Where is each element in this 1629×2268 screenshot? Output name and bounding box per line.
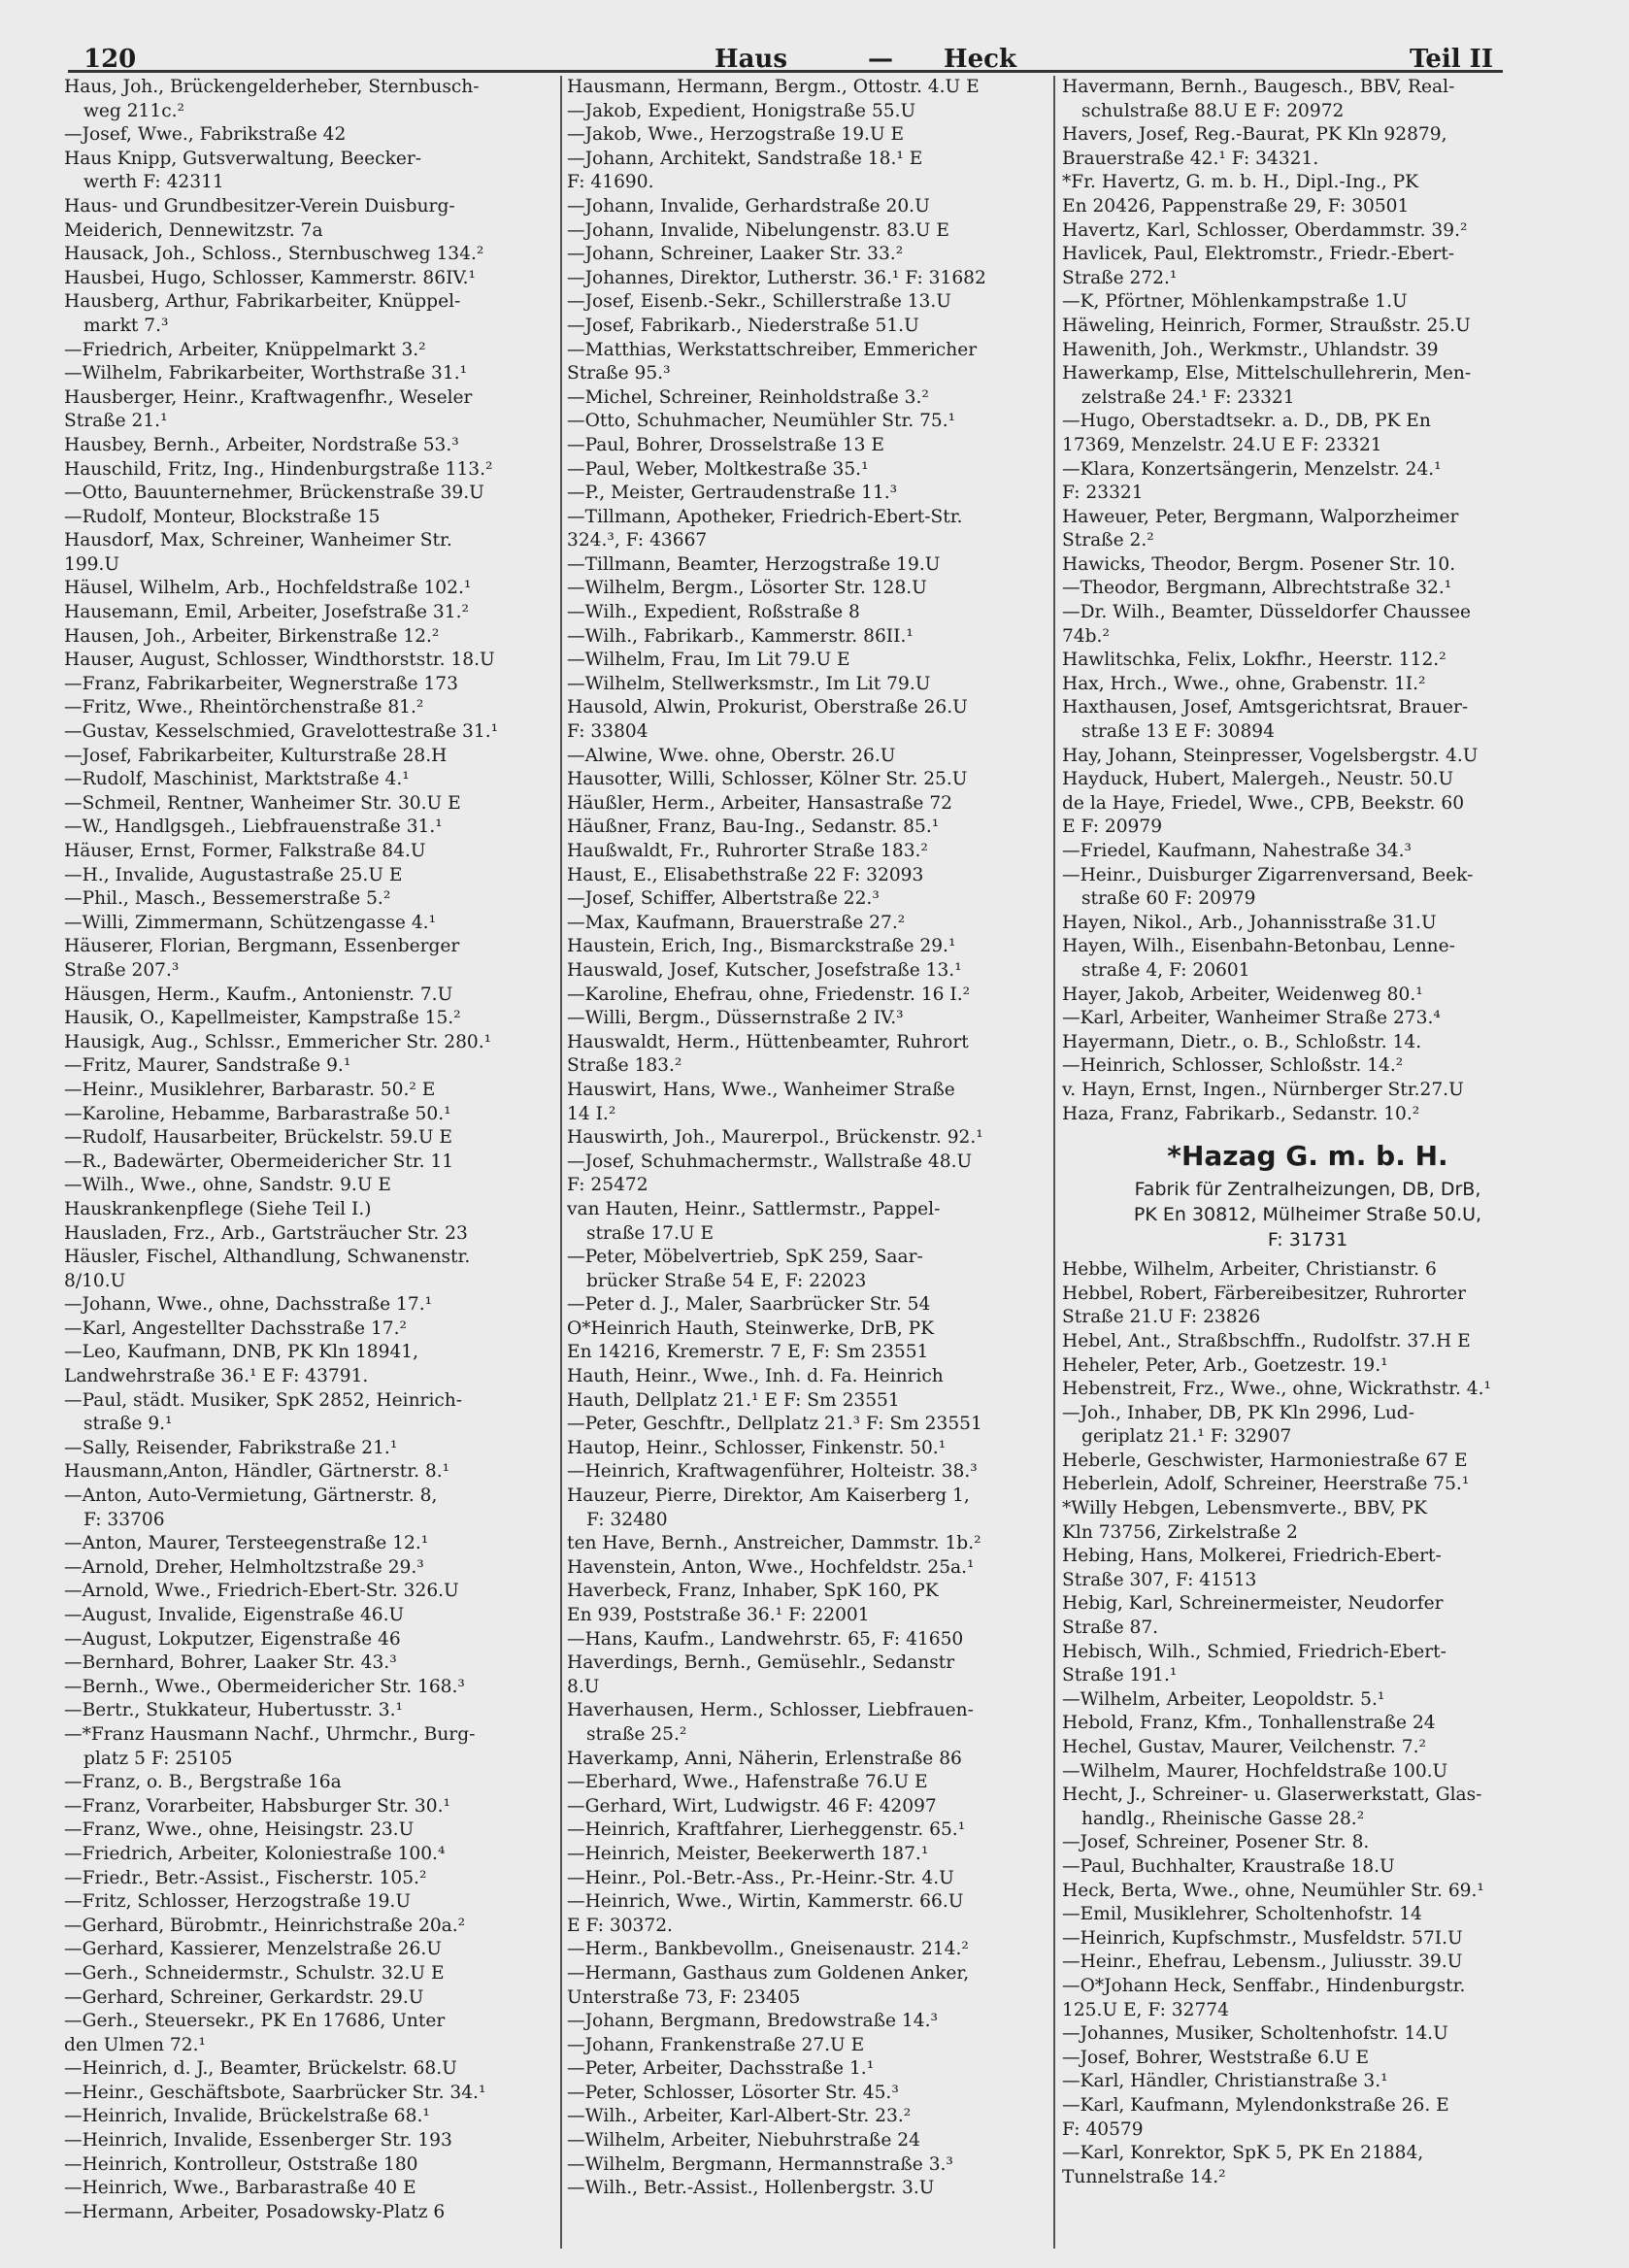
directory-entry-line: Hausik, O., Kapellmeister, Kampstraße 15.² (64, 1008, 461, 1029)
directory-entry-line: —Wilh., Arbeiter, Karl-Albert-Str. 23.² (567, 2106, 912, 2127)
directory-entry-line: E F: 30372. (567, 1915, 673, 1936)
directory-entry-line: —Rudolf, Maschinist, Marktstraße 4.¹ (64, 769, 410, 790)
directory-entry-line: —August, Lokputzer, Eigenstraße 46 (64, 1628, 401, 1650)
directory-entry-line: Havenstein, Anton, Wwe., Hochfeldstr. 25a.¹ (567, 1556, 975, 1578)
directory-entry-line: Hayduck, Hubert, Malergeh., Neustr. 50.U (1062, 769, 1454, 790)
directory-entry-line: —Johann, Architekt, Sandstraße 18.¹ E (567, 148, 923, 169)
directory-entry-line: —August, Invalide, Eigenstraße 46.U (64, 1605, 405, 1625)
directory-entry-line: Landwehrstraße 36.¹ E F: 43791. (64, 1366, 369, 1387)
directory-entry-line: Hauth, Heinr., Wwe., Inh. d. Fa. Heinrich (567, 1366, 944, 1387)
directory-entry-line: —Klara, Konzertsängerin, Menzelstr. 24.¹ (1062, 458, 1442, 480)
directory-entry-line: Häusler, Fischel, Althandlung, Schwanenstr. (64, 1247, 471, 1268)
directory-entry-line: 324.³, F: 43667 (567, 530, 708, 551)
directory-entry-line: Hebbe, Wilhelm, Arbeiter, Christianstr. 6 (1062, 1259, 1437, 1281)
directory-entry-line: Hebbel, Robert, Färbereibesitzer, Ruhrorter (1062, 1283, 1467, 1304)
directory-entry-line: —Theodor, Bergmann, Albrechtstraße 32.¹ (1062, 578, 1452, 599)
directory-entry-line: Hawenith, Joh., Werkmstr., Uhlandstr. 39 (1062, 339, 1439, 360)
directory-entry-line: —Wilh., Wwe., ohne, Sandstr. 9.U E (64, 1175, 391, 1196)
directory-entry-line: —Emil, Musiklehrer, Scholtenhofstr. 14 (1062, 1904, 1422, 1925)
ad-line-1: Fabrik für Zentralheizungen, DB, DrB, (1134, 1179, 1481, 1201)
running-head-to: Heck (944, 45, 1016, 74)
directory-entry-line: —Leo, Kaufmann, DNB, PK Kln 18941, (64, 1342, 419, 1363)
directory-entry-line: Straße 21.¹ (64, 411, 168, 432)
directory-entry-line: —Josef, Schreiner, Posener Str. 8. (1062, 1832, 1370, 1853)
directory-entry-line: O*Heinrich Hauth, Steinwerke, DrB, PK (567, 1317, 935, 1339)
directory-entry-line: Hebold, Franz, Kfm., Tonhallenstraße 24 (1062, 1713, 1436, 1734)
directory-entry-line: Häuser, Ernst, Former, Falkstraße 84.U (64, 841, 426, 861)
directory-entry-line: —Josef, Wwe., Fabrikstraße 42 (64, 124, 347, 146)
directory-entry-line: Haußwaldt, Fr., Ruhrorter Straße 183.² (567, 841, 928, 861)
directory-entry-line: —Karl, Kaufmann, Mylendonkstraße 26. E (1062, 2094, 1449, 2116)
directory-entry-line: —Peter d. J., Maler, Saarbrücker Str. 54 (567, 1294, 931, 1316)
directory-entry-line: —Johann, Bergmann, Bredowstraße 14.³ (567, 2011, 938, 2032)
directory-entry-line: —Tillmann, Beamter, Herzogstraße 19.U (567, 553, 941, 575)
directory-entry-line: Hawicks, Theodor, Bergm. Posener Str. 10. (1062, 553, 1456, 575)
directory-entry-line: —Johannes, Musiker, Scholtenhofstr. 14.U (1062, 2023, 1448, 2045)
directory-entry-line: straße 4, F: 20601 (1081, 959, 1250, 981)
directory-entry-line: —Willi, Zimmermann, Schützengasse 4.¹ (64, 912, 437, 933)
directory-entry-line: Unterstraße 73, F: 23405 (567, 1986, 801, 2008)
ad-line-3: F: 31731 (1267, 1229, 1348, 1251)
directory-entry-line: E F: 20979 (1062, 817, 1163, 838)
directory-entry-line: Hausbei, Hugo, Schlosser, Kammerstr. 86IV.¹ (64, 267, 476, 288)
directory-entry-line: —Dr. Wilh., Beamter, Düsseldorfer Chaussee (1062, 602, 1472, 623)
directory-entry-line: —Gerhard, Wirt, Ludwigstr. 46 F: 42097 (567, 1795, 937, 1817)
directory-entry-line: —Jakob, Expedient, Honigstraße 55.U (567, 100, 916, 121)
directory-entry-line: 125.U E, F: 32774 (1062, 1999, 1229, 2020)
directory-entry-line: v. Hayn, Ernst, Ingen., Nürnberger Str.27.U (1062, 1079, 1464, 1100)
directory-entry-line: van Hauten, Heinr., Sattlermstr., Pappel- (567, 1198, 941, 1219)
directory-entry-line: —Friedr., Betr.-Assist., Fischerstr. 105.² (64, 1867, 427, 1888)
directory-entry-line: Hay, Johann, Steinpresser, Vogelsbergstr. 4.U (1062, 745, 1479, 766)
directory-entry-line: 74b.² (1062, 625, 1110, 647)
directory-entry-line: F: 23321 (1062, 483, 1144, 504)
directory-entry-line: —Bertr., Stukkateur, Hubertusstr. 3.¹ (64, 1700, 403, 1721)
directory-entry-line: 17369, Menzelstr. 24.U E F: 23321 (1062, 434, 1382, 455)
directory-entry-line: Haverbeck, Franz, Inhaber, SpK 160, PK (567, 1581, 939, 1602)
directory-entry-line: Hayen, Nikol., Arb., Johannisstraße 31.U (1062, 912, 1437, 933)
directory-entry-line: Hauswirt, Hans, Wwe., Wanheimer Straße (567, 1079, 955, 1100)
directory-entry-line: Haxthausen, Josef, Amtsgerichtsrat, Brauer- (1062, 697, 1469, 718)
directory-entry-line: —Sally, Reisender, Fabrikstraße 21.¹ (64, 1437, 398, 1458)
directory-entry-line: —Franz, o. B., Bergstraße 16a (64, 1772, 342, 1793)
directory-entry-line: —Friedrich, Arbeiter, Koloniestraße 100.⁴ (64, 1843, 446, 1864)
directory-entry-line: Hauzeur, Pierre, Direktor, Am Kaiserberg 1, (567, 1485, 970, 1507)
directory-entry-line: —Heinrich, Schlosser, Schloßstr. 14.² (1062, 1055, 1404, 1077)
directory-entry-line: —Josef, Schiffer, Albertstraße 22.³ (567, 888, 880, 910)
directory-entry-line: Haverhausen, Herm., Schlosser, Liebfrauen- (567, 1700, 974, 1721)
directory-entry-line: —Hermann, Arbeiter, Posadowsky-Platz 6 (64, 2201, 446, 2222)
directory-entry-line: —Heinr., Duisburger Zigarrenversand, Beek- (1062, 864, 1474, 885)
directory-entry-line: —Rudolf, Hausarbeiter, Brückelstr. 59.U E (64, 1127, 453, 1149)
directory-entry-line: Häußner, Franz, Bau-Ing., Sedanstr. 85.¹ (567, 817, 940, 838)
directory-entry-line: *Fr. Havertz, G. m. b. H., Dipl.-Ing., PK (1062, 172, 1419, 193)
directory-entry-line: —Peter, Möbelvertrieb, SpK 259, Saar- (567, 1247, 923, 1268)
directory-entry-line: Heberle, Geschwister, Harmoniestraße 67 E (1062, 1450, 1468, 1471)
directory-entry-line: —Wilhelm, Arbeiter, Niebuhrstraße 24 (567, 2130, 920, 2151)
directory-entry-line: —Heinr., Ehefrau, Lebensm., Juliusstr. 39.U (1062, 1951, 1463, 1973)
directory-entry-line: —Josef, Fabrikarb., Niederstraße 51.U (567, 315, 919, 336)
directory-entry-line: —Heinrich, Kupfschmstr., Musfeldstr. 57I.U (1062, 1927, 1463, 1949)
directory-entry-line: Brauerstraße 42.¹ F: 34321. (1062, 148, 1319, 169)
directory-entry-line: handlg., Rheinische Gasse 28.² (1081, 1808, 1365, 1829)
directory-entry-line: straße 25.² (586, 1723, 687, 1745)
directory-entry-line: Straße 95.³ (567, 363, 671, 384)
directory-entry-line: Häusgen, Herm., Kaufm., Antonienstr. 7.U (64, 984, 453, 1005)
directory-entry-line: Haverkamp, Anni, Näherin, Erlenstraße 86 (567, 1748, 962, 1769)
directory-entry-line: straße 9.¹ (83, 1414, 173, 1435)
directory-entry-line: —Josef, Schuhmachermstr., Wallstraße 48.U (567, 1151, 973, 1172)
directory-entry-line: —Josef, Bohrer, Weststraße 6.U E (1062, 2047, 1370, 2068)
directory-entry-line: —Wilhelm, Stellwerksmstr., Im Lit 79.U (567, 673, 931, 694)
directory-entry-line: Straße 307, F: 41513 (1062, 1569, 1257, 1590)
directory-entry-line: —Karl, Arbeiter, Wanheimer Straße 273.⁴ (1062, 1008, 1441, 1029)
directory-entry-line: Haust, E., Elisabethstraße 22 F: 32093 (567, 864, 924, 885)
directory-entry-line: —Josef, Eisenb.-Sekr., Schillerstraße 13.U (567, 291, 951, 313)
directory-entry-line: weg 211c.² (83, 100, 184, 121)
directory-entry-line: Hechel, Gustav, Maurer, Veilchenstr. 7.² (1062, 1737, 1426, 1757)
header-rule (68, 70, 1503, 73)
directory-entry-line: Straße 191.¹ (1062, 1665, 1178, 1686)
directory-entry-line: —Wilh., Expedient, Roßstraße 8 (567, 602, 860, 623)
directory-entry-line: —Wilh., Betr.-Assist., Hollenbergstr. 3.U (567, 2178, 935, 2199)
directory-entry-line: werth F: 42311 (83, 172, 224, 193)
directory-entry-line: Haustein, Erich, Ing., Bismarckstraße 29.¹ (567, 936, 956, 957)
directory-entry-line: —Gerhard, Bürobmtr., Heinrichstraße 20a.² (64, 1915, 466, 1936)
directory-entry-line: —Schmeil, Rentner, Wanheimer Str. 30.U E (64, 792, 461, 814)
directory-entry-line: Hauskrankenpflege (Siehe Teil I.) (64, 1198, 372, 1219)
directory-entry-line: 8.U (567, 1676, 600, 1697)
directory-entry-line: —Tillmann, Apotheker, Friedrich-Ebert-Str. (567, 506, 963, 527)
directory-entry-line: Hauser, August, Schlosser, Windthorststr. 18.U (64, 650, 495, 671)
directory-entry-line: Häweling, Heinrich, Former, Straußstr. 25.U (1062, 315, 1471, 336)
directory-entry-line: 199.U (64, 553, 120, 575)
directory-entry-line: Hauswald, Josef, Kutscher, Josefstraße 13.¹ (567, 959, 962, 981)
directory-entry-line: —Gerh., Schneidermstr., Schulstr. 32.U E (64, 1962, 445, 1984)
directory-entry-line: straße 60 F: 20979 (1081, 888, 1256, 910)
directory-entry-line: —Heinrich, Invalide, Essenberger Str. 193 (64, 2130, 452, 2151)
directory-entry-line: —Heinrich, Invalide, Brückelstraße 68.¹ (64, 2106, 430, 2127)
directory-entry-line: —O*Johann Heck, Senffabr., Hindenburgstr. (1062, 1975, 1466, 1996)
directory-entry-line: —Hans, Kaufm., Landwehrstr. 65, F: 41650 (567, 1628, 964, 1650)
column-1 (64, 76, 555, 2224)
directory-entry-line: Hayen, Wilh., Eisenbahn-Betonbau, Lenne- (1062, 936, 1455, 957)
directory-entry-line: Hausotter, Willi, Schlosser, Kölner Str. 25.U (567, 769, 968, 790)
directory-entry-line: —Friedel, Kaufmann, Nahestraße 34.³ (1062, 841, 1413, 861)
directory-entry-line: Hausold, Alwin, Prokurist, Oberstraße 26.U (567, 697, 968, 718)
directory-entry-line: Hayer, Jakob, Arbeiter, Weidenweg 80.¹ (1062, 984, 1423, 1005)
directory-entry-line: F: 41690. (567, 172, 654, 193)
directory-entry-line: —Otto, Bauunternehmer, Brückenstraße 39.U (64, 483, 484, 504)
directory-entry-line: Hauswirth, Joh., Maurerpol., Brückenstr. 92.¹ (567, 1127, 983, 1149)
directory-entry-line: En 939, Poststraße 36.¹ F: 22001 (567, 1605, 870, 1625)
directory-entry-line: —Franz, Wwe., ohne, Heisingstr. 23.U (64, 1819, 415, 1841)
directory-entry-line: —Johann, Schreiner, Laaker Str. 33.² (567, 244, 904, 265)
directory-entry-line: Haverdings, Bernh., Gemüsehlr., Sedanstr (567, 1652, 955, 1674)
directory-entry-line: Hauschild, Fritz, Ing., Hindenburgstraße 113.² (64, 458, 493, 480)
directory-entry-line: —Gerhard, Kassierer, Menzelstraße 26.U (64, 1939, 442, 1960)
directory-entry-line: —Fritz, Wwe., Rheintörchenstraße 81.² (64, 697, 424, 718)
ad-line-2: PK En 30812, Mülheimer Straße 50.U, (1133, 1204, 1482, 1226)
directory-entry-line: F: 25472 (567, 1175, 648, 1196)
directory-entry-line: —Heinrich, Kraftwagenführer, Holteistr. 38.³ (567, 1461, 978, 1483)
directory-entry-line: —Paul, Buchhalter, Kraustraße 18.U (1062, 1855, 1395, 1877)
directory-entry-line: —Karoline, Hebamme, Barbarastraße 50.¹ (64, 1103, 451, 1124)
directory-entry-line: —H., Invalide, Augustastraße 25.U E (64, 864, 403, 885)
directory-entry-line: —Wilhelm, Arbeiter, Leopoldstr. 5.¹ (1062, 1688, 1385, 1710)
directory-entry-line: —Johann, Frankenstraße 27.U E (567, 2034, 865, 2055)
directory-entry-line: Havlicek, Paul, Elektromstr., Friedr.-Ebert- (1062, 244, 1455, 265)
directory-entry-line: Havertz, Karl, Schlosser, Oberdammstr. 39.² (1062, 219, 1468, 241)
directory-entry-line: F: 32480 (586, 1509, 668, 1530)
directory-entry-line: —Rudolf, Monteur, Blockstraße 15 (64, 506, 381, 527)
directory-entry-line: Hecht, J., Schreiner- u. Glaserwerkstatt, Glas- (1062, 1784, 1482, 1806)
directory-entry-line: —Karl, Händler, Christianstraße 3.¹ (1062, 2071, 1388, 2092)
directory-entry-line: Hausbey, Bernh., Arbeiter, Nordstraße 53.³ (64, 434, 459, 455)
directory-entry-line: Haus, Joh., Brückengelderheber, Sternbusch- (64, 77, 480, 97)
column-3 (1062, 76, 1553, 2189)
directory-entry-line: Hausmann,Anton, Händler, Gärtnerstr. 8.¹ (64, 1461, 450, 1483)
directory-entry-line: markt 7.³ (83, 315, 169, 336)
directory-entry-line: straße 13 E F: 30894 (1081, 721, 1275, 743)
directory-entry-line: platz 5 F: 25105 (83, 1748, 233, 1769)
directory-entry-line: —Michel, Schreiner, Reinholdstraße 3.² (567, 386, 929, 408)
directory-entry-line: —Heinrich, Wwe., Barbarastraße 40 E (64, 2178, 416, 2199)
directory-entry-line: Hauswaldt, Herm., Hüttenbeamter, Ruhrort (567, 1031, 969, 1052)
directory-entry-line: —Jakob, Wwe., Herzogstraße 19.U E (567, 124, 905, 146)
directory-entry-line: Hausberg, Arthur, Fabrikarbeiter, Knüppel- (64, 291, 461, 313)
directory-entry-line: Hauth, Dellplatz 21.¹ E F: Sm 23551 (567, 1389, 900, 1411)
directory-entry-line: Straße 21.U F: 23826 (1062, 1307, 1261, 1328)
directory-entry-line: F: 40579 (1062, 2118, 1144, 2140)
directory-entry-line: Hausemann, Emil, Arbeiter, Josefstraße 31.² (64, 602, 469, 623)
directory-entry-line: —Wilhelm, Bergmann, Hermannstraße 3.³ (567, 2153, 953, 2175)
directory-entry-line: brücker Straße 54 E, F: 22023 (586, 1270, 867, 1291)
page-number: 120 (83, 45, 137, 74)
directory-entry-line: Hebel, Ant., Straßbschffn., Rudolfstr. 37.H E (1062, 1330, 1471, 1351)
directory-entry-line: zelstraße 24.¹ F: 23321 (1081, 386, 1295, 408)
directory-entry-line: —Johann, Invalide, Nibelungenstr. 83.U E (567, 219, 949, 241)
directory-entry-line: —Phil., Masch., Bessemerstraße 5.² (64, 888, 391, 910)
directory-entry-line: Haus Knipp, Gutsverwaltung, Beecker- (64, 148, 422, 169)
directory-entry-line: —Johann, Wwe., ohne, Dachsstraße 17.¹ (64, 1294, 433, 1316)
column-3-entries-top (1062, 76, 1553, 1126)
directory-entry-line: Häußler, Herm., Arbeiter, Hansastraße 72 (567, 792, 952, 814)
directory-entry-line: schulstraße 88.U E F: 20972 (1081, 100, 1345, 121)
directory-entry-line: —Gerh., Steuersekr., PK En 17686, Unter (64, 2011, 446, 2032)
directory-entry-line: den Ulmen 72.¹ (64, 2034, 206, 2055)
directory-entry-line: *Willy Hebgen, Lebensmverte., BBV, PK (1062, 1498, 1427, 1519)
directory-entry-line: Havermann, Bernh., Baugesch., BBV, Real- (1062, 77, 1455, 97)
directory-entry-line: Straße 207.³ (64, 959, 180, 981)
directory-entry-line: Heck, Berta, Wwe., ohne, Neumühler Str. 69.¹ (1062, 1880, 1484, 1901)
directory-entry-line: —Heinrich, Wwe., Wirtin, Kammerstr. 66.U (567, 1891, 964, 1913)
directory-entry-line: Häuserer, Florian, Bergmann, Essenberger (64, 936, 460, 957)
directory-entry-line: Hausack, Joh., Schloss., Sternbuschweg 134.² (64, 244, 484, 265)
directory-entry-line: Straße 2.² (1062, 530, 1154, 551)
directory-entry-line: —Alwine, Wwe. ohne, Oberstr. 26.U (567, 745, 896, 766)
directory-entry-line: Hausdorf, Max, Schreiner, Wanheimer Str. (64, 530, 452, 551)
directory-entry-line: —Eberhard, Wwe., Hafenstraße 76.U E (567, 1772, 928, 1793)
directory-entry-line: —Herm., Bankbevollm., Gneisenaustr. 214.² (567, 1939, 969, 1960)
directory-entry-line: —Hugo, Oberstadtsekr. a. D., DB, PK En (1062, 411, 1431, 432)
directory-entry-line: ten Have, Bernh., Anstreicher, Dammstr. 1b.² (567, 1533, 981, 1554)
directory-entry-line: —Wilhelm, Fabrikarbeiter, Worthstraße 31.¹ (64, 363, 468, 384)
directory-entry-line: Havers, Josef, Reg.-Baurat, PK Kln 92879, (1062, 124, 1447, 146)
running-head-dash: — (868, 45, 893, 74)
directory-entry-line: —Wilhelm, Maurer, Hochfeldstraße 100.U (1062, 1760, 1448, 1782)
directory-entry-line: —Johann, Invalide, Gerhardstraße 20.U (567, 195, 930, 217)
directory-entry-line: Hausberger, Heinr., Kraftwagenfhr., Weseler (64, 386, 473, 408)
column-divider-2 (1053, 76, 1055, 2249)
directory-entry-line: Tunnelstraße 14.² (1062, 2166, 1226, 2187)
directory-entry-line: —Karl, Angestellter Dachsstraße 17.² (64, 1317, 407, 1339)
directory-entry-line: —Wilh., Fabrikarb., Kammerstr. 86II.¹ (567, 625, 914, 647)
directory-entry-line: —Matthias, Werkstattschreiber, Emmericher (567, 339, 978, 360)
directory-entry-line: Hayermann, Dietr., o. B., Schloßstr. 14. (1062, 1031, 1422, 1052)
directory-entry-line: Haweuer, Peter, Bergmann, Walporzheimer (1062, 506, 1459, 527)
directory-entry-line: —Anton, Auto-Vermietung, Gärtnerstr. 8, (64, 1485, 438, 1507)
directory-entry-line: Straße 272.¹ (1062, 267, 1178, 288)
directory-entry-line: Meiderich, Dennewitzstr. 7a (64, 219, 323, 241)
directory-entry-line: —P., Meister, Gertraudenstraße 11.³ (567, 483, 898, 504)
directory-entry-line: —Gerhard, Schreiner, Gerkardstr. 29.U (64, 1986, 424, 2008)
directory-entry-line: —Heinrich, Kontrolleur, Oststraße 180 (64, 2153, 418, 2175)
directory-entry-line: —Paul, Weber, Moltkestraße 35.¹ (567, 458, 869, 480)
directory-entry-line: Hausladen, Frz., Arb., Gartsträucher Str. 23 (64, 1222, 468, 1244)
directory-entry-line: —Anton, Maurer, Tersteegenstraße 12.¹ (64, 1533, 429, 1554)
directory-entry-line: —K, Pförtner, Möhlenkampstraße 1.U (1062, 291, 1408, 313)
directory-entry-line: F: 33706 (83, 1509, 165, 1530)
directory-entry-line: —Wilhelm, Frau, Im Lit 79.U E (567, 650, 850, 671)
directory-entry-line: Hautop, Heinr., Schlosser, Finkenstr. 50.¹ (567, 1437, 947, 1458)
directory-entry-line: Häusel, Wilhelm, Arb., Hochfeldstraße 102.¹ (64, 578, 472, 599)
directory-entry-line: Hawlitschka, Felix, Lokfhr., Heerstr. 112.² (1062, 650, 1446, 671)
column-3-entries-bottom (1062, 1258, 1553, 2189)
directory-entry-line: —Hermann, Gasthaus zum Goldenen Anker, (567, 1962, 970, 1984)
directory-entry-line: —Otto, Schuhmacher, Neumühler Str. 75.¹ (567, 411, 956, 432)
directory-entry-line: —R., Badewärter, Obermeidericher Str. 11 (64, 1151, 454, 1172)
directory-entry-line: —Willi, Bergm., Düssernstraße 2 IV.³ (567, 1008, 904, 1029)
directory-entry-line: —Heinrich, d. J., Beamter, Brückelstr. 68.U (64, 2058, 457, 2080)
directory-entry-line: —Bernh., Wwe., Obermeidericher Str. 168.³ (64, 1676, 465, 1697)
directory-entry-line: Hebing, Hans, Molkerei, Friedrich-Ebert- (1062, 1546, 1442, 1567)
ad-company-name: *Hazag G. m. b. H. (1167, 1140, 1448, 1173)
directory-entry-line: —Max, Kaufmann, Brauerstraße 27.² (567, 912, 906, 933)
directory-entry-line: straße 17.U E (586, 1222, 715, 1244)
directory-entry-line: —Heinr., Pol.-Betr.-Ass., Pr.-Heinr.-Str. 4.U (567, 1867, 954, 1888)
directory-entry-line: —Peter, Arbeiter, Dachsstraße 1.¹ (567, 2058, 875, 2080)
directory-entry-line: Hausen, Joh., Arbeiter, Birkenstraße 12.² (64, 625, 440, 647)
directory-entry-line: En 20426, Pappenstraße 29, F: 30501 (1062, 195, 1410, 217)
directory-entry-line: —Franz, Vorarbeiter, Habsburger Str. 30.¹ (64, 1795, 450, 1817)
column-divider-1 (560, 76, 562, 2249)
directory-entry-line: —Josef, Fabrikarbeiter, Kulturstraße 28.H (64, 745, 448, 766)
directory-entry-line: —Arnold, Dreher, Helmholtzstraße 29.³ (64, 1556, 424, 1578)
directory-entry-line: —Heinrich, Kraftfahrer, Lierheggenstr. 65.¹ (567, 1819, 966, 1841)
directory-entry-line: Haza, Franz, Fabrikarb., Sedanstr. 10.² (1062, 1103, 1420, 1124)
directory-entry-line: 8/10.U (64, 1270, 126, 1291)
directory-entry-line: Hax, Hrch., Wwe., ohne, Grabenstr. 1I.² (1062, 673, 1426, 694)
directory-entry-line: Hausigk, Aug., Schlssr., Emmericher Str. 280.¹ (64, 1031, 492, 1052)
directory-entry-line: —Friedrich, Arbeiter, Knüppelmarkt 3.² (64, 339, 426, 360)
directory-entry-line: Heheler, Peter, Arb., Goetzestr. 19.¹ (1062, 1354, 1388, 1376)
directory-entry-line: —Fritz, Maurer, Sandstraße 9.¹ (64, 1055, 351, 1077)
directory-entry-line: —Wilhelm, Bergm., Lösorter Str. 128.U (567, 578, 927, 599)
directory-entry-line: —W., Handlgsgeh., Liebfrauenstraße 31.¹ (64, 817, 443, 838)
directory-entry-line: Hebenstreit, Frz., Wwe., ohne, Wickrathstr. 4.¹ (1062, 1379, 1492, 1400)
directory-entry-line: —Peter, Geschftr., Dellplatz 21.³ F: Sm 23551 (567, 1414, 982, 1435)
directory-entry-line: —*Franz Hausmann Nachf., Uhrmchr., Burg- (64, 1723, 476, 1745)
directory-entry-line: de la Haye, Friedel, Wwe., CPB, Beekstr. 60 (1062, 792, 1465, 814)
directory-entry-line: Straße 183.² (567, 1055, 682, 1077)
section-label: Teil II (1409, 45, 1493, 74)
directory-entry-line: Kln 73756, Zirkelstraße 2 (1062, 1521, 1298, 1543)
directory-entry-line: Heberlein, Adolf, Schreiner, Heerstraße 75.¹ (1062, 1474, 1470, 1495)
directory-entry-line: Hausmann, Hermann, Bergm., Ottostr. 4.U E (567, 77, 980, 97)
directory-entry-line: Straße 87. (1062, 1618, 1159, 1639)
directory-entry-line: —Karoline, Ehefrau, ohne, Friedenstr. 16 I.² (567, 984, 971, 1005)
directory-entry-line: —Franz, Fabrikarbeiter, Wegnerstraße 173 (64, 673, 458, 694)
directory-entry-line: —Bernhard, Bohrer, Laaker Str. 43.³ (64, 1652, 397, 1674)
directory-entry-line: geriplatz 21.¹ F: 32907 (1081, 1426, 1292, 1448)
hazag-advertisement (1062, 1136, 1553, 1252)
directory-entry-line: —Heinr., Geschäftsbote, Saarbrücker Str. 34.¹ (64, 2082, 486, 2103)
directory-entry-line: —Peter, Schlosser, Lösorter Str. 45.³ (567, 2082, 899, 2103)
directory-entry-line: —Johannes, Direktor, Lutherstr. 36.¹ F: 31682 (567, 267, 986, 288)
directory-entry-line: —Arnold, Wwe., Friedrich-Ebert-Str. 326.U (64, 1581, 459, 1602)
directory-entry-line: 14 I.² (567, 1103, 616, 1124)
directory-entry-line: En 14216, Kremerstr. 7 E, F: Sm 23551 (567, 1342, 929, 1363)
directory-entry-line: Hebisch, Wilh., Schmied, Friedrich-Ebert- (1062, 1641, 1446, 1662)
directory-entry-line: —Karl, Konrektor, SpK 5, PK En 21884, (1062, 2143, 1424, 2164)
directory-entry-line: —Heinrich, Meister, Beekerwerth 187.¹ (567, 1843, 929, 1864)
directory-entry-line: Hebig, Karl, Schreinermeister, Neudorfer (1062, 1593, 1444, 1615)
directory-entry-line: Hawerkamp, Else, Mittelschullehrerin, Men- (1062, 363, 1472, 384)
directory-entry-line: F: 33804 (567, 721, 648, 743)
directory-entry-line: —Heinr., Musiklehrer, Barbarastr. 50.² E (64, 1079, 436, 1100)
column-2 (567, 76, 1058, 2201)
directory-entry-line: —Joh., Inhaber, DB, PK Kln 2996, Lud- (1062, 1402, 1414, 1423)
directory-entry-line: Haus- und Grundbesitzer-Verein Duisburg- (64, 195, 455, 217)
running-head-from: Haus (715, 45, 787, 74)
directory-entry-line: —Paul, städt. Musiker, SpK 2852, Heinrich- (64, 1389, 463, 1411)
directory-entry-line: —Gustav, Kesselschmied, Gravelottestraße 31.¹ (64, 721, 499, 743)
directory-entry-line: —Paul, Bohrer, Drosselstraße 13 E (567, 434, 884, 455)
directory-entry-line: —Fritz, Schlosser, Herzogstraße 19.U (64, 1891, 412, 1913)
